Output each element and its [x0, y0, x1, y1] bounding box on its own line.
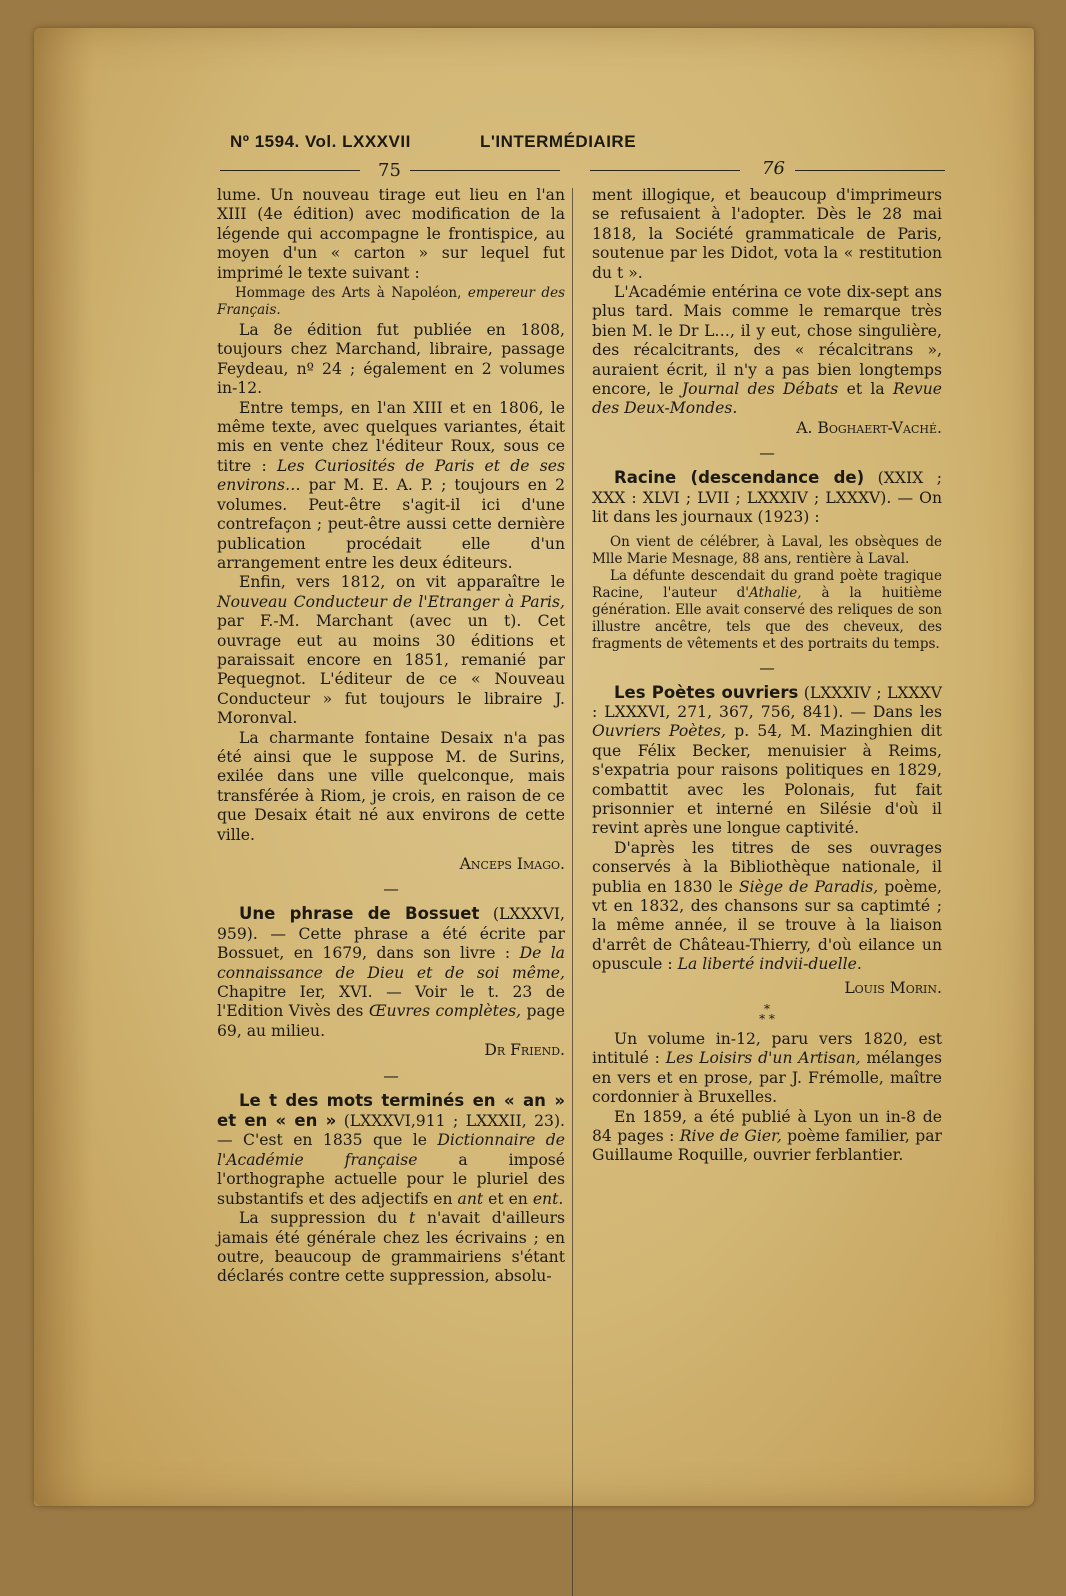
- left-quote-1: [217, 285, 565, 319]
- book-title: Nouveau Conducteur de l'Etranger à Paris,: [217, 592, 565, 611]
- quote-para-2: [592, 568, 942, 653]
- right-para-4: [592, 1030, 942, 1108]
- left-para-1: lume. Un nouveau tirage eut lieu en l'an XIII (4e édition) avec modification de la légende qui accompagne le frontispice, au moyen d'un « carton » sur lequel fut imprimé le texte suivant :: [217, 186, 565, 282]
- right-para-1: ment illogique, et beaucoup d'imprimeurs se refusaient à l'adopter. Dès le 28 mai 1818, la Société grammaticale de Paris, soutenue par les Didot, vota la « restitution du t ».: [592, 186, 942, 282]
- book-title: Les Curiosités de Paris et de ses environs…: [217, 456, 565, 495]
- book-title: Les Loisirs d'un Artisan,: [665, 1049, 861, 1068]
- left-page-number: 75: [378, 160, 401, 181]
- text-run: à la huitième génération. Elle avait conservé des reliques de son illustre ancêtre, tels que des cheveux, des fragments de vêtements et des portraits du temps.: [592, 584, 942, 652]
- text-run: L'Académie entérina ce vote dix-sept ans plus tard. Mais comme le remarque très bien M. le Dr L…, il y eut, chose singulière, des récalcitrants, des « récalcitrans », auraient écrit, il n'y a pas bien longtemps encore, le: [592, 283, 942, 399]
- signature-louis-morin: Louis Morin.: [844, 978, 942, 997]
- italic-word: ent.: [532, 1189, 564, 1208]
- text-run: D'après les titres de ses ouvrages conservés à la Bibliothèque nationale, il publia en 1830 le: [592, 838, 942, 896]
- book-title: Ouvriers Poètes,: [592, 722, 726, 741]
- text-run: par F.-M. Marchant (avec un t). Cet ouvrage eut au moins 30 éditions et paraissait encore en 1851, remanié par Pequegnot. L'éditeur de ce « Nouveau Conducteur » fut toujours le libraire J. Moronval.: [217, 612, 565, 728]
- page-edge-shadow: [34, 28, 94, 1506]
- left-para-2: La 8e édition fut publiée en 1808, toujours chez Marchand, libraire, passage Feydeau, nº 24 ; également en 2 volumes in-12.: [217, 321, 565, 398]
- signature-anceps-imago: Anceps Imago.: [459, 855, 565, 873]
- italic-word: ant: [457, 1189, 484, 1208]
- running-header: [205, 132, 1005, 156]
- right-column: [592, 186, 942, 1166]
- issue-number: Nº 1594. Vol. LXXXVII: [230, 132, 411, 151]
- italic-word: t: [409, 1209, 416, 1228]
- text-run: La suppression du: [239, 1209, 398, 1228]
- text-run: page 69, au milieu.: [217, 1002, 565, 1040]
- journal-name: Journal des Débats: [681, 380, 839, 399]
- racine-quote: [592, 534, 942, 653]
- right-page-number: 76: [762, 158, 785, 179]
- play-title: Athalie,: [748, 584, 802, 601]
- left-para-5: La charmante fontaine Desaix n'a pas été ainsi que le suppose M. de Surins, exilée dans une ville quelconque, mais transférée à Riom, je crois, en raison de ce que Desaix était né aux environs de cette ville.: [217, 728, 565, 844]
- section-dash: —: [383, 1066, 399, 1085]
- book-title: Dictionnaire de l'Académie française: [217, 1131, 565, 1169]
- right-page-number-row: [590, 160, 950, 180]
- text-run: mélanges en vers et en prose, par J. Frémolle, maître cordonnier à Bruxelles.: [592, 1049, 942, 1107]
- book-title: La liberté indvii-duelle.: [677, 955, 862, 974]
- section-dash: —: [759, 444, 775, 463]
- journal-name: Revue des Deux-Mondes.: [592, 380, 942, 418]
- text-run: par M. E. A. P. ; toujours en 2 volumes. Peut-être s'agit-il ici d'une contrefaçon ; peut-être aussi cette dernière publication procédait elle d'un arrangement entre les deux éditeurs.: [217, 476, 565, 572]
- left-rule-b: [410, 170, 560, 171]
- text-run: poème familier, par Guillaume Roquille, ouvrier ferblantier.: [592, 1127, 942, 1165]
- left-para-3: [217, 399, 565, 574]
- text-run: et en: [488, 1189, 528, 1208]
- asterism: * * *: [759, 1002, 775, 1026]
- section-t-des-mots: [217, 1091, 565, 1209]
- text-run: Enfin, vers 1812, on vit apparaître le: [239, 573, 565, 592]
- book-title: Œuvres complètes,: [368, 1002, 522, 1021]
- book-title: De la connaissance de Dieu et de soi même,: [217, 944, 565, 982]
- section-title: Les Poètes ouvriers: [614, 682, 799, 702]
- text-run: Un volume in-12, paru vers 1820, est intitulé :: [592, 1030, 942, 1068]
- left-rule-a: [220, 170, 360, 171]
- text-run: Chapitre Ier, XVI. — Voir le t. 23 de l'Edition Vivès des: [217, 983, 565, 1021]
- section-dash: —: [383, 880, 399, 899]
- journal-title: L'INTERMÉDIAIRE: [480, 132, 637, 151]
- text-run: poème, vt en 1832, des chansons sur sa captimté ; la même année, il se trouve à la liaison d'arrêt de Château-Thierry, d'où eilance un opuscule :: [592, 877, 942, 974]
- right-rule-a: [590, 170, 740, 171]
- text-run: p. 54, M. Mazinghien dit que Félix Becker, menuisier à Reims, s'expatria pour raisons politiques en 1829, combattit avec les Polonais, fut fait prisonnier et interné en Silésie d'où il revint après une longue captivité.: [592, 722, 942, 838]
- text-run: La défunte descendait du grand poète tragique Racine, l'auteur d': [592, 567, 942, 601]
- book-title: Rive de Gier,: [679, 1127, 782, 1146]
- text-run: et la: [846, 380, 885, 399]
- signature-friend: Dr Friend.: [484, 1041, 565, 1060]
- left-page-number-row: [215, 160, 565, 180]
- section-dash: —: [759, 658, 775, 677]
- section-bossuet: [217, 904, 565, 1041]
- right-para-5: [592, 1108, 942, 1166]
- text-run: a imposé l'orthographe actuelle pour le pluriel des substantifs et des adjectifs en: [217, 1150, 565, 1208]
- quote-para-1: On vient de célébrer, à Laval, les obsèques de Mlle Marie Mesnage, 88 ans, rentière à Laval.: [592, 533, 942, 567]
- right-rule-b: [795, 170, 945, 171]
- left-para-4: [217, 573, 565, 728]
- section-title: Une phrase de Bossuet: [239, 904, 480, 924]
- signature-boghaert-vache: A. Boghaert-Vaché.: [796, 418, 942, 437]
- section-racine: [592, 468, 942, 527]
- column-divider: [572, 188, 573, 1596]
- quote-text: Hommage des Arts à Napoléon,: [235, 285, 462, 302]
- left-para-6: [217, 1209, 565, 1287]
- text-run: (LXXXIV ; LXXXV : LXXXVI, 271, 367, 756, 841). — Dans les: [592, 683, 942, 721]
- right-para-3: [592, 839, 942, 975]
- text-run: Entre temps, en l'an XIII et en 1806, le même texte, avec quelques variantes, était mis en vente chez l'éditeur Roux, sous ce titre :: [217, 398, 565, 475]
- book-title: Siège de Paradis,: [738, 877, 879, 896]
- text-run: (LXXXVI, 959). — Cette phrase a été écrite par Bossuet, en 1679, dans son livre :: [217, 905, 565, 963]
- left-column: [217, 186, 565, 1287]
- right-para-2: [592, 283, 942, 419]
- section-poetes-ouvriers: [592, 683, 942, 839]
- text-run: En 1859, a été publié à Lyon un in-8 de 84 pages :: [592, 1107, 942, 1146]
- section-title: Racine (descendance de): [614, 468, 865, 488]
- text-run: n'avait d'ailleurs jamais été générale chez les écrivains ; en outre, beaucoup de grammairiens s'étant déclarés contre cette suppression, absolu-: [217, 1209, 565, 1286]
- text-run: (XXIX ; XXX : XLVI ; LVII ; LXXXIV ; LXXXV). — On lit dans les journaux (1923) :: [592, 469, 942, 527]
- quote-italic: empereur des Français.: [217, 285, 565, 319]
- text-run: (LXXXVI,911 ; LXXXII, 23). — C'est en 1835 que le: [217, 1112, 565, 1150]
- section-title: Le t des mots terminés en « an » et en « en »: [217, 1090, 565, 1131]
